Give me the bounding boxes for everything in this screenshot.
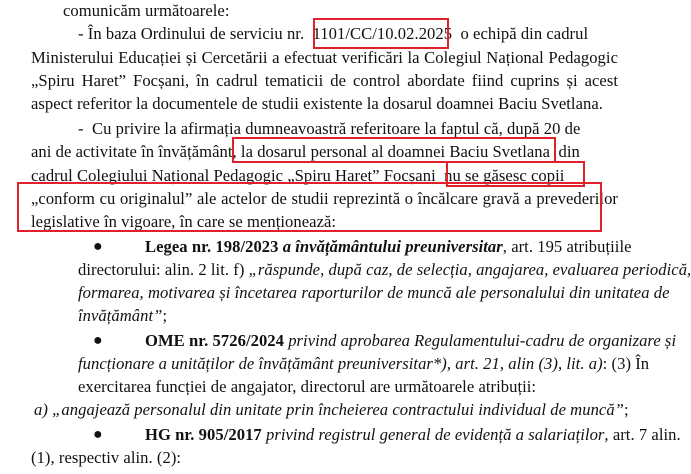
text-line	[31, 448, 181, 468]
line-text: o echipă din cadrul	[460, 24, 589, 43]
line-text: directorului: alin. 2 lit. f)	[78, 260, 245, 279]
text-line	[31, 212, 336, 232]
law-title: funcționare a unităților de învățământ preuniversitar*), art. 21, alin (3), lit. a)	[78, 354, 603, 373]
text-line	[145, 237, 632, 257]
text-line	[63, 1, 230, 21]
order-number: 1101/CC/10.02.2025	[312, 24, 453, 43]
dash: -	[78, 119, 84, 138]
text-line	[145, 425, 681, 445]
highlighted-phrase: nu se găsesc copii	[444, 166, 565, 185]
text-line	[78, 354, 650, 374]
bullet-icon: ●	[93, 426, 103, 443]
text-line	[145, 331, 677, 351]
punctuation: ;	[162, 306, 168, 325]
text-line	[78, 24, 617, 44]
line-text: legislative în vigoare, în care se menționează:	[31, 212, 337, 231]
quoted-text: formarea, motivarea și încetarea raporturilor de muncă ale personalului din unitatea de	[78, 283, 670, 302]
law-title: privind aprobarea Regulamentului-cadru de organizare și	[288, 331, 677, 350]
text-line	[78, 283, 670, 303]
bullet-icon: ●	[93, 238, 103, 255]
quoted-text: învățământ”	[78, 306, 163, 325]
law-reference: Legea nr. 198/2023	[145, 237, 279, 256]
bullet-icon: ●	[93, 332, 103, 349]
text-line	[31, 94, 603, 114]
text-line	[78, 306, 167, 326]
line-text: exercitarea funcției de angajator, directorul are următoarele atribuții:	[78, 377, 537, 396]
line-text: , art. 195 atribuțiile	[502, 237, 632, 256]
line-text: „Spiru Haret” Focșani, în cadrul tematicii de control abordate fiind cuprins și acest	[31, 71, 618, 90]
quoted-text: „răspunde, după caz, de selecția, angajarea, evaluarea periodică,	[248, 260, 691, 279]
line-text: „conform cu originalul” ale actelor de studii reprezintă o încălcare gravă a prevederilor	[31, 189, 618, 208]
text-line	[31, 166, 618, 186]
line-text: cadrul Colegiului Național Pedagogic „Spiru Haret” Focșani	[31, 166, 436, 185]
law-title: privind registrul general de evidență a salariaților	[265, 425, 605, 444]
punctuation: ;	[623, 400, 629, 419]
text-line	[78, 119, 618, 139]
quoted-text: „angajează personalul din unitate prin încheierea contractului individual de muncă”	[52, 400, 624, 419]
dash: -	[78, 24, 84, 43]
line-text: , art. 7 alin.	[604, 425, 681, 444]
line-text: În baza Ordinului de serviciu nr.	[87, 24, 305, 43]
line-text: (1), respectiv alin. (2):	[31, 448, 182, 467]
law-title: a învățământului preuniversitar	[282, 237, 503, 256]
law-reference: HG nr. 905/2017	[145, 425, 262, 444]
text-line	[31, 71, 618, 91]
highlighted-phrase: la dosarul personal al doamnei Baciu Svetlana	[240, 142, 551, 161]
text-line	[31, 48, 618, 68]
text-line	[31, 142, 618, 162]
line-text: din	[558, 142, 580, 161]
list-marker: a)	[34, 400, 48, 419]
line-text: : (3) În	[602, 354, 650, 373]
line-text: comunicăm următoarele:	[63, 1, 230, 20]
text-line	[78, 377, 536, 397]
line-text: aspect referitor la documentele de studii existente la dosarul doamnei Baciu Svetlana.	[31, 94, 603, 113]
text-line	[31, 189, 618, 209]
line-text: Cu privire la afirmația dumneavoastră referitoare la faptul că, după 20 de	[91, 119, 581, 138]
line-text: ani de activitate în învățământ,	[31, 142, 237, 161]
text-line	[78, 260, 691, 280]
law-reference: OME nr. 5726/2024	[145, 331, 284, 350]
line-text: Ministerului Educației și Cercetării a efectuat verificări la Colegiul Național Pedagogic	[31, 48, 618, 67]
text-line	[34, 400, 629, 420]
